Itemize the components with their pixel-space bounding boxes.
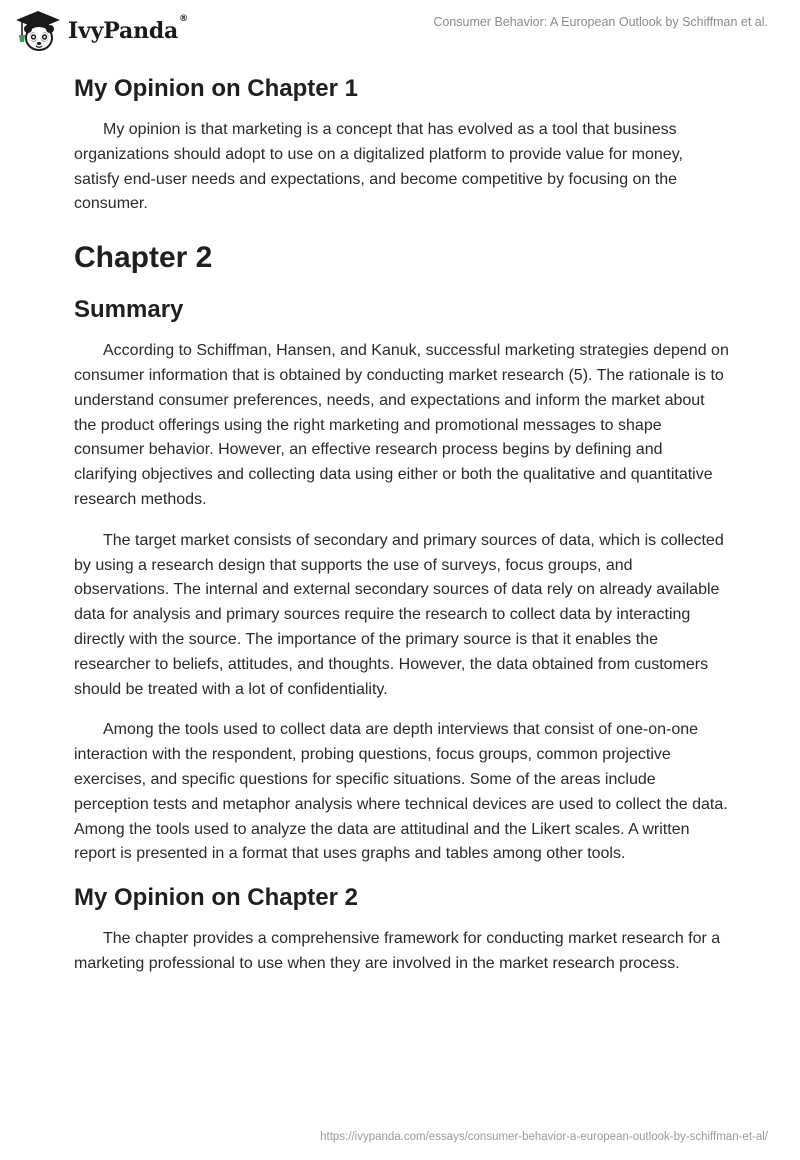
opinion-chapter-2-paragraph: The chapter provides a comprehensive framework for conducting market research for a marketing professional to use when they are involved in the market research process. [74, 930, 721, 972]
brand-name: IvyPanda® [68, 14, 188, 44]
summary-paragraph-1: According to Schiffman, Hansen, and Kanuk, successful marketing strategies depend on consumer information that is obtained by conducting market research (5). The rationale is to understand consumer preferences, needs, and expectations and inform the market about the product offerings using the right marketing and promotional messages to shape consumer behavior. However, an effective research process begins by defining and clarifying objectives and collecting data using either or both the qualitative and quantitative research methods. [74, 342, 729, 508]
registered-mark: ® [179, 14, 188, 24]
page-header [0, 0, 800, 64]
panda-graduate-icon [14, 9, 62, 53]
opinion-chapter-1-paragraph: My opinion is that marketing is a concept that has evolved as a tool that business organizations should adopt to use on a digitalized platform to provide value for money, satisfy end-user needs and expectations, and become competitive by focusing on the consumer. [74, 121, 683, 213]
opinion-chapter-1-heading: My Opinion on Chapter 1 [74, 75, 359, 102]
summary-paragraph-2: The target market consists of secondary and primary sources of data, which is collected by using a research design that supports the use of surveys, focus groups, and observations. The internal and external secondary sources of data rely on already available data for analysis and primary sources require the research to collect data by interacting directly with the source. The importance of the primary source is that it enables the researcher to beliefs, attitudes, and thoughts. However, the data obtained from customers should be treated with a lot of confidentiality. [74, 531, 724, 698]
source-url-link[interactable]: https://ivypanda.com/essays/consumer-behavior-a-european-outlook-by-schiffman-et-al/ [320, 1131, 768, 1143]
chapter-2-heading: Chapter 2 [74, 241, 213, 275]
document-title: Consumer Behavior: A European Outlook by Schiffman et al. [433, 15, 768, 29]
opinion-chapter-2-heading: My Opinion on Chapter 2 [74, 884, 359, 912]
summary-paragraph-3: Among the tools used to collect data are depth interviews that consist of one-on-one interaction with the respondent, probing questions, focus groups, common projective exercises, and specific questions for specific situations. Some of the areas include perception tests and metaphor analysis where technical devices are used to collect the data. Among the tools used to analyze the data are attitudinal and the Likert scales. A written report is presented in a format that uses graphs and tables among other tools. [74, 721, 728, 863]
brand-logo[interactable] [14, 8, 194, 54]
essay-content [74, 72, 730, 977]
summary-heading: Summary [74, 296, 184, 324]
